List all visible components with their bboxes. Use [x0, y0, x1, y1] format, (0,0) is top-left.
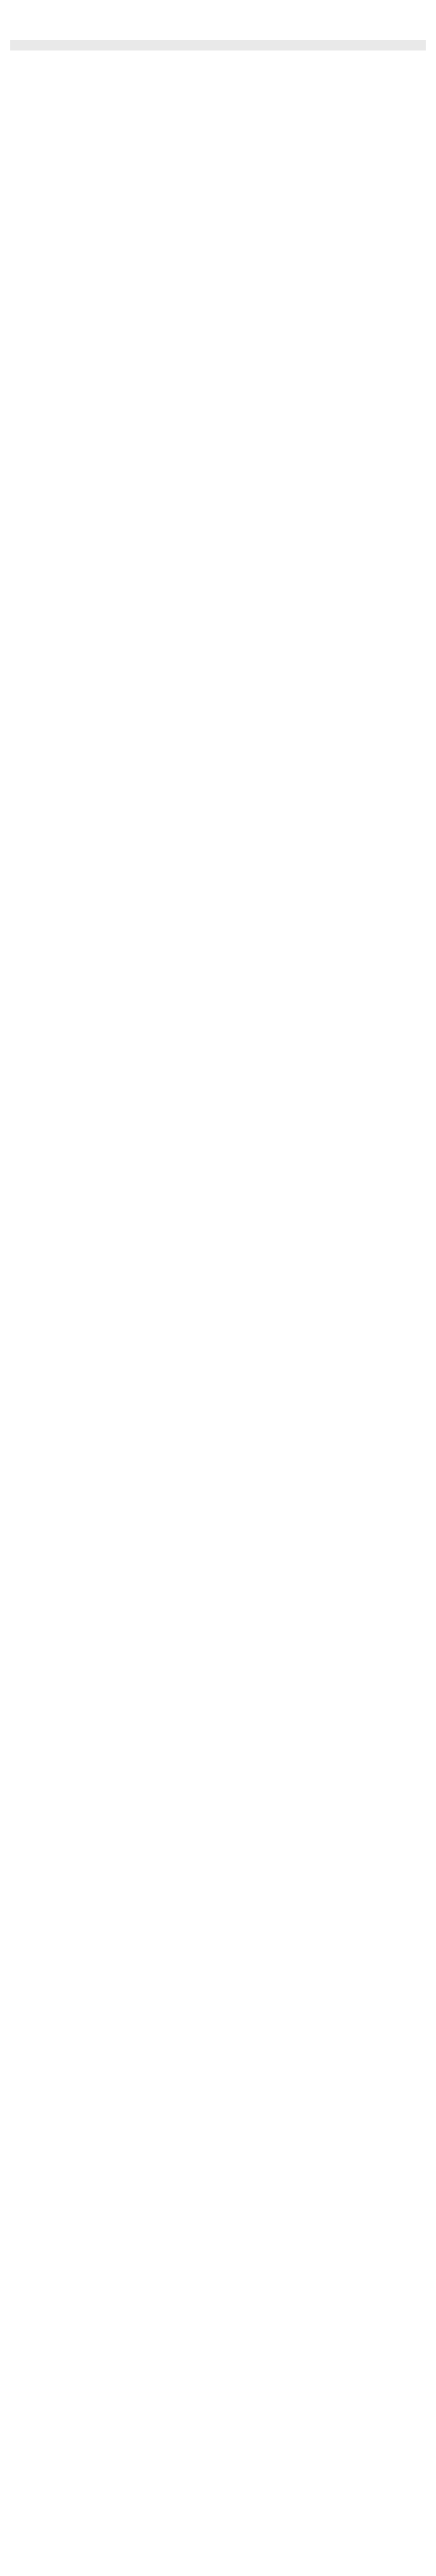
references-section: [10, 77, 426, 86]
conclusion-heading: [10, 60, 426, 68]
references-heading: [10, 77, 426, 86]
toc-heading: [10, 20, 426, 28]
highlighted-block: [10, 40, 426, 50]
paper-title: [10, 4, 426, 13]
table-of-contents: [10, 20, 426, 28]
paper-page: [0, 0, 436, 107]
conclusion-section: [10, 60, 426, 68]
